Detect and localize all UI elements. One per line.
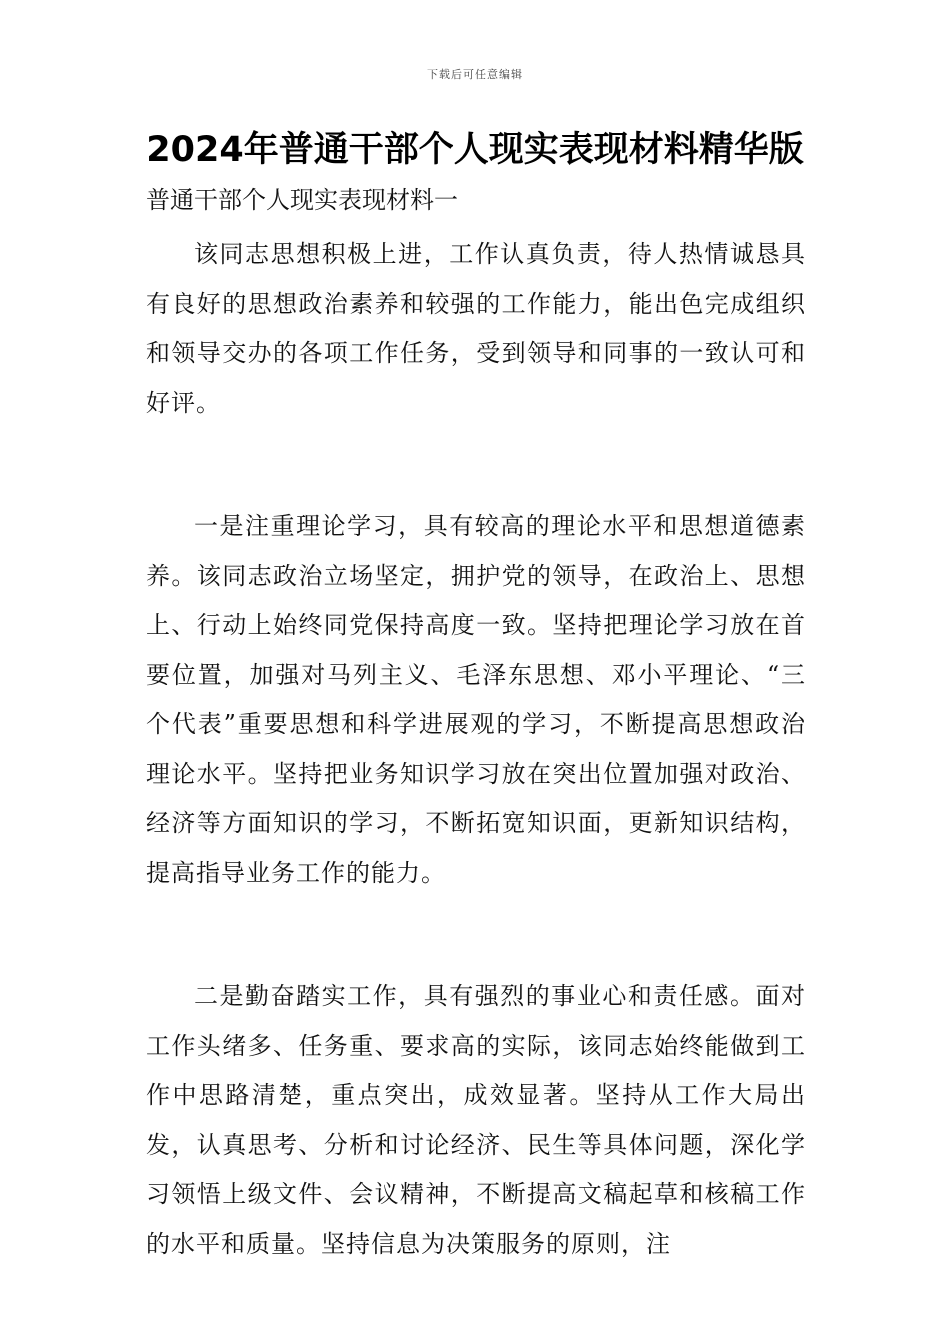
paragraph-theory-study: 一是注重理论学习，具有较高的理论水平和思想道德素养。该同志政治立场坚定，拥护党的领导，在政治上、思想上、行动上始终同党保持高度一致。坚持把理论学习放在首要位置，加强对马列主义、毛泽东思想、邓小平理论、“三个代表”重要思想和科学进展观的学习，不断提高思想政治理论水平。坚持把业务知识学习放在突出位置加强对政治、经济等方面知识的学习，不断拓宽知识面，更新知识结构，提高指导业务工作的能力。 xyxy=(146,512,806,887)
paragraph-intro: 该同志思想积极上进，工作认真负责，待人热情诚恳具有良好的思想政治素养和较强的工作能力，能出色完成组织和领导交办的各项工作任务，受到领导和同事的一致认可和好评。 xyxy=(146,240,806,417)
paragraph-diligent-work: 二是勤奋踏实工作，具有强烈的事业心和责任感。面对工作头绪多、任务重、要求高的实际，该同志始终能做到工作中思路清楚，重点突出，成效显著。坚持从工作大局出发，认真思考、分析和讨论经济、民生等具体问题，深化学习领悟上级文件、会议精神，不断提高文稿起草和核稿工作的水平和质量。坚持信息为决策服务的原则，注 xyxy=(146,982,806,1258)
document-title: 2024年普通干部个人现实表现材料精华版 xyxy=(146,130,804,170)
document-subtitle: 普通干部个人现实表现材料一 xyxy=(146,186,458,214)
document-body xyxy=(146,230,806,1343)
header-note: 下载后可任意编辑 xyxy=(427,68,523,81)
